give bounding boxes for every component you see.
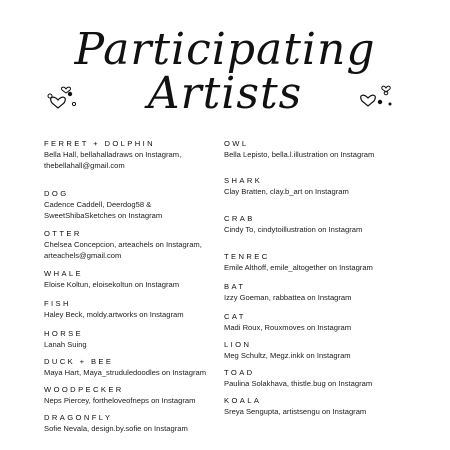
- artist-animal-name: TENREC: [224, 252, 270, 261]
- artist-description: Neps Piercey, fortheloveofneps on Instagram: [44, 396, 196, 405]
- artist-animal-name: SHARK: [224, 176, 263, 185]
- artist-description: Chelsea Concepcion, arteachels on Instagram, arteachels@gmail.com: [44, 240, 202, 260]
- artist-description: Emile Althoff, emile_altogether on Instagram: [224, 263, 373, 272]
- artist-entry: [224, 281, 444, 311]
- artist-entry: [224, 251, 444, 281]
- artist-description: Sofie Nevala, design.by.sofie on Instagram: [44, 424, 188, 433]
- artist-animal-name: DOG: [44, 189, 69, 198]
- artist-description: Sreya Sengupta, artistsengu on Instagram: [224, 407, 367, 416]
- artist-entry: [44, 298, 224, 328]
- right-artist-column: [224, 138, 444, 423]
- artist-description: Cadence Caddell, Deerdog58 & SweetShibaSketches on Instagram: [44, 200, 163, 220]
- artist-entry: [44, 384, 224, 412]
- artist-entry: [44, 412, 224, 440]
- artist-entry: [44, 268, 224, 298]
- artist-entry: [44, 138, 224, 188]
- hearts-doodle-left-icon: [44, 84, 84, 112]
- artist-animal-name: CAT: [224, 312, 246, 321]
- artist-animal-name: TOAD: [224, 368, 255, 377]
- artist-animal-name: WHALE: [44, 269, 84, 278]
- artist-description: Bella Hall, bellahalladraws on Instagram, thebellahall@gmail.com: [44, 150, 182, 170]
- left-artist-column: [44, 138, 224, 440]
- artist-entry: [224, 175, 444, 213]
- artist-animal-name: FISH: [44, 299, 71, 308]
- artist-description: Eloise Koltun, eloisekoltun on Instagram: [44, 280, 180, 289]
- artist-animal-name: OTTER: [44, 229, 82, 238]
- artist-animal-name: HORSE: [44, 329, 84, 338]
- artist-entry: [224, 213, 444, 251]
- artist-entry: [44, 356, 224, 384]
- artist-animal-name: CRAB: [224, 214, 255, 223]
- page-title: Participating Artists: [74, 24, 376, 119]
- artist-animal-name: BAT: [224, 282, 246, 291]
- artist-animal-name: WOODPECKER: [44, 385, 124, 394]
- artist-animal-name: DUCK + BEE: [44, 357, 114, 366]
- artist-animal-name: DRAGONFLY: [44, 413, 113, 422]
- artist-animal-name: OWL: [224, 139, 249, 148]
- artist-description: Izzy Goeman, rabbattea on Instagram: [224, 293, 352, 302]
- artist-entry: [44, 328, 224, 356]
- artist-entry: [224, 138, 444, 175]
- artist-description: Maya Hart, Maya_struduledoodles on Instagram: [44, 368, 207, 377]
- artist-description: Cindy To, cindytoillustration on Instagram: [224, 225, 363, 234]
- artist-animal-name: LION: [224, 340, 252, 349]
- artist-entry: [224, 395, 444, 423]
- artist-animal-name: KOALA: [224, 396, 262, 405]
- artist-description: Madi Roux, Rouxmoves on Instagram: [224, 323, 352, 332]
- artist-entry: [44, 228, 224, 268]
- artist-entry: [224, 311, 444, 339]
- artist-description: Haley Beck, moldy.artworks on Instagram: [44, 310, 184, 319]
- artist-description: Lanah Suing: [44, 340, 87, 349]
- artist-description: Bella Lepisto, bella.l.illustration on Instagram: [224, 150, 375, 159]
- hearts-doodle-right-icon: [356, 84, 396, 112]
- artist-description: Meg Schultz, Megz.inkk on Instagram: [224, 351, 351, 360]
- artist-animal-name: FERRET + DOLPHIN: [44, 139, 156, 148]
- artist-description: Paulina Solakhava, thistle.bug on Instagram: [224, 379, 373, 388]
- artist-entry: [224, 339, 444, 367]
- artist-entry: [44, 188, 224, 228]
- artist-description: Clay Bratten, clay.b_art on Instagram: [224, 187, 349, 196]
- artist-entry: [224, 367, 444, 395]
